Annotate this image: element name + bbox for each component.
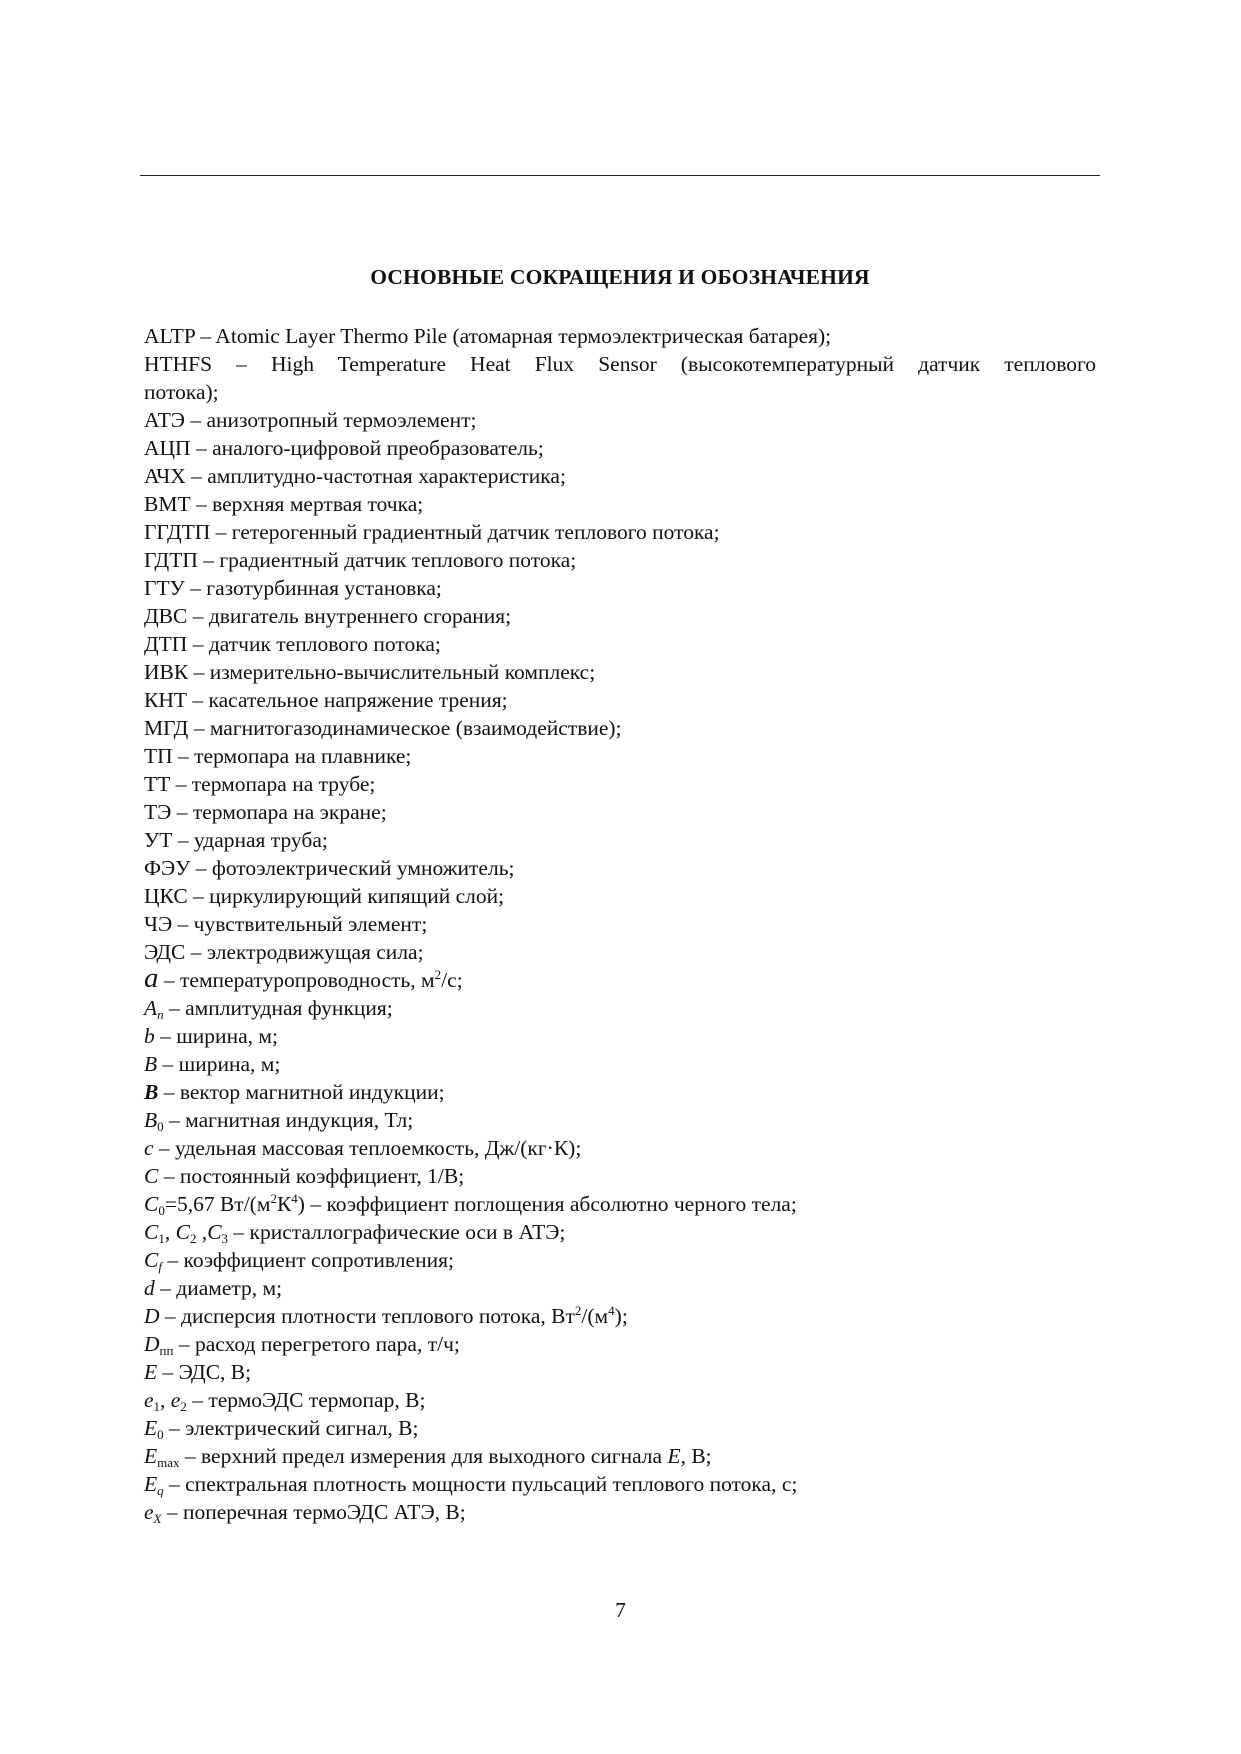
symbol-desc: – температуропроводность, м [158,968,435,992]
symbol-glyph: C [144,1220,159,1244]
symbol-glyph: C [144,1164,159,1188]
entry-gtu: ГТУ – газотурбинная установка; [144,576,442,600]
symbol-an [144,994,1096,1022]
entry-ggdtp: ГГДТП – гетерогенный градиентный датчик теплового потока; [144,520,720,544]
symbol-glyph: E [144,1444,158,1468]
symbol-desc: ) – коэффициент поглощения абсолютно черного тела; [297,1192,797,1216]
symbol-desc: – магнитная индукция, Тл; [163,1108,414,1132]
subscript: 1 [153,1399,161,1414]
symbol-d-lower [144,1274,1096,1302]
symbol-glyph: E [144,1472,158,1496]
symbol-glyph: E [144,1360,158,1384]
subscript: 1 [158,1231,165,1246]
symbol-desc: – амплитудная функция; [163,996,393,1020]
entry-hthfs-cont: потока); [144,380,219,404]
subscript: 2 [180,1399,187,1414]
entry-te: ТЭ – термопара на экране; [144,800,387,824]
subscript: q [157,1483,164,1498]
entry-mgd: МГД – магнитогазодинамическое (взаимодействие); [144,716,622,740]
symbol-desc: – дисперсия плотности теплового потока, Вт [159,1304,575,1328]
entry-cks: ЦКС – циркулирующий кипящий слой; [144,884,505,908]
symbol-desc: – расход перегретого пара, т/ч; [173,1332,460,1356]
symbol-d-upper [144,1302,1096,1330]
symbol-glyph: c [144,1136,154,1160]
symbol-a [144,962,1096,994]
entry-ut: УТ – ударная труба; [144,828,328,852]
entry-achh: АЧХ – амплитудно-частотная характеристика; [144,464,566,488]
symbol-b-upper [144,1050,1096,1078]
symbol-e0 [144,1414,1096,1442]
symbol-glyph: b [144,1024,155,1048]
separator: , [164,1220,176,1244]
symbol-glyph: C [207,1220,222,1244]
subscript: n [157,1007,164,1022]
symbol-desc: – ЭДС, В; [157,1360,252,1384]
subscript: 0 [157,1119,164,1134]
symbol-b-vector [144,1078,1096,1106]
symbol-desc: – поперечная термоЭДС АТЭ, В; [161,1500,466,1524]
symbol-glyph: e [144,1388,154,1412]
symbol-glyph: B [144,1052,158,1076]
entry-ate: АТЭ – анизотропный термоэлемент; [144,408,477,432]
subscript: max [157,1455,180,1470]
symbol-desc: – кристаллографические оси в АТЭ; [228,1220,566,1244]
symbol-desc: , В; [680,1444,712,1468]
symbol-glyph: D [144,1304,160,1328]
symbol-glyph: e [170,1388,181,1412]
symbol-glyph: E [144,1416,158,1440]
entry-dvs: ДВС – двигатель внутреннего сгорания; [144,604,512,628]
symbol-desc: – удельная массовая теплоемкость, Дж/(кг·К); [153,1136,582,1160]
symbol-glyph: B [144,1108,158,1132]
separator: , [160,1388,171,1412]
symbol-desc: =5,67 Вт/(м [164,1192,271,1216]
symbol-glyph: B [144,1080,159,1104]
entry-tt: ТТ – термопара на трубе; [144,772,376,796]
separator: , [196,1220,208,1244]
symbol-desc: – вектор магнитной индукции; [158,1080,445,1104]
entry-eds: ЭДС – электродвижущая сила; [144,940,424,964]
symbol-e12 [144,1386,1096,1414]
symbol-eq [144,1470,1096,1498]
entry-acp: АЦП – аналого-цифровой преобразователь; [144,436,544,460]
superscript: 2 [270,1191,277,1206]
symbol-c123 [144,1218,1096,1246]
page-title: ОСНОВНЫЕ СОКРАЩЕНИЯ И ОБОЗНАЧЕНИЯ [370,265,870,289]
symbol-b0 [144,1106,1096,1134]
superscript: 2 [434,967,442,982]
symbol-glyph: D [144,1332,160,1356]
subscript: X [153,1511,162,1526]
symbol-desc: – диаметр, м; [154,1276,283,1300]
superscript: 4 [608,1303,615,1318]
entry-tp: ТП – термопара на плавнике; [144,744,412,768]
symbol-glyph: A [144,996,158,1020]
abbreviation-list [144,322,1096,1526]
symbol-desc: – ширина, м; [157,1052,281,1076]
entry-ivk: ИВК – измерительно-вычислительный комплекс; [144,660,596,684]
symbol-glyph: C [175,1220,190,1244]
symbol-c-lower [144,1134,1096,1162]
symbol-c-upper [144,1162,1096,1190]
symbol-dpp [144,1330,1096,1358]
superscript: 2 [574,1303,582,1318]
symbol-glyph: d [144,1276,155,1300]
subscript: f [158,1259,162,1274]
entry-hthfs: HTHFS – High Temperature Heat Flux Sensor (высокотемпературный датчик теплового [144,352,1096,376]
entry-vmt: ВМТ – верхняя мертвая точка; [144,492,424,516]
symbol-cf [144,1246,1096,1274]
subscript: 0 [158,1203,165,1218]
symbol-c0 [144,1190,1096,1218]
symbol-e-upper [144,1358,1096,1386]
superscript: 4 [291,1191,298,1206]
subscript: пп [159,1343,174,1358]
subscript: 2 [189,1231,197,1246]
symbol-desc-tail: /с; [441,968,463,992]
symbol-desc: – термоЭДС термопар, В; [186,1388,426,1412]
entry-altp: ALTP – Atomic Layer Thermo Pile (атомарная термоэлектрическая батарея); [144,324,832,348]
symbol-glyph: e [144,1500,154,1524]
entry-dtp: ДТП – датчик теплового потока; [144,632,441,656]
symbol-desc: К [276,1192,292,1216]
symbol-desc: – коэффициент сопротивления; [161,1248,454,1272]
symbol-desc: /(м [581,1304,609,1328]
symbol-b-lower [144,1022,1096,1050]
entry-feu: ФЭУ – фотоэлектрический умножитель; [144,856,515,880]
symbol-glyph: C [144,1192,159,1216]
symbol-desc: ); [614,1304,628,1328]
header-rule [140,175,1100,176]
symbol-glyph: a [144,962,159,994]
symbol-desc: – верхний предел измерения для выходного сигнала [179,1444,668,1468]
page-number: 7 [615,1598,626,1622]
symbol-emax [144,1442,1096,1470]
entry-gdtp: ГДТП – градиентный датчик теплового потока; [144,548,577,572]
subscript: 0 [157,1427,164,1442]
symbol-desc: – постоянный коэффициент, 1/В; [158,1164,465,1188]
symbol-ex [144,1498,1096,1526]
entry-che: ЧЭ – чувствительный элемент; [144,912,428,936]
subscript: 3 [221,1231,229,1246]
symbol-glyph: C [144,1248,159,1272]
symbol-glyph: E [667,1444,681,1468]
symbol-desc: – ширина, м; [154,1024,278,1048]
symbol-desc: – спектральная плотность мощности пульсаций теплового потока, с; [163,1472,798,1496]
entry-knt: КНТ – касательное напряжение трения; [144,688,508,712]
symbol-desc: – электрический сигнал, В; [163,1416,419,1440]
